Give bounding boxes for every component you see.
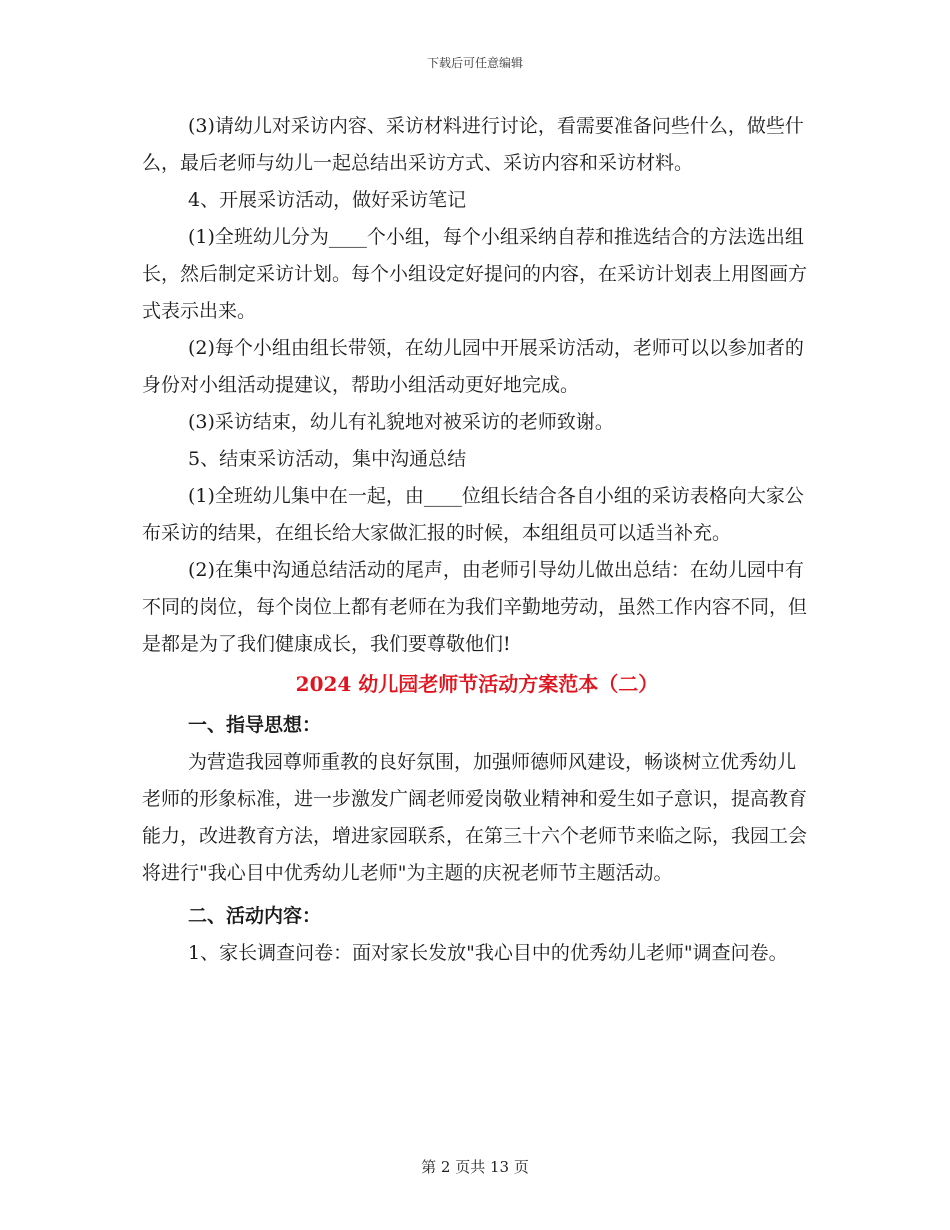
paragraph: (3)采访结束，幼儿有礼貌地对被采访的老师致谢。 [188, 411, 614, 433]
paragraph: (2)在集中沟通总结活动的尾声，由老师引导幼儿做出总结：在幼儿园中有不同的岗位，每个岗位上都有老师在为我们辛勤地劳动，虽然工作内容不同，但是都是为了我们健康成长，我们要尊敬他们! [142, 559, 808, 655]
section-heading: 二、活动内容： [188, 905, 322, 927]
paragraph: (2)每个小组由组长带领，在幼儿园中开展采访活动，老师可以以参加者的身份对小组活动提建议，帮助小组活动更好地完成。 [142, 337, 804, 396]
paragraph: (1)全班幼儿分为____个小组，每个小组采纳自荐和推选结合的方法选出组长，然后制定采访计划。每个小组设定好提问的内容，在采访计划表上用图画方式表示出来。 [142, 226, 808, 322]
step-heading: 5、结束采访活动，集中沟通总结 [188, 448, 467, 470]
paragraph: 为营造我园尊师重教的良好氛围，加强师德师风建设，畅谈树立优秀幼儿老师的形象标准，进一步激发广阔老师爱岗敬业精神和爱生如子意识，提高教育能力，改进教育方法，增进家园联系，在第三十六个老师节来临之际，我园工会将进行"我心目中优秀幼儿老师"为主题的庆祝老师节主题活动。 [142, 751, 808, 884]
paragraph: (3)请幼儿对采访内容、采访材料进行讨论，看需要准备问些什么，做些什么，最后老师与幼儿一起总结出采访方式、采访内容和采访材料。 [142, 115, 804, 174]
paragraph: (1)全班幼儿集中在一起，由____位组长结合各自小组的采访表格向大家公布采访的结果，在组长给大家做汇报的时候，本组组员可以适当补充。 [142, 485, 804, 544]
page-header: 下载后可任意编辑 [426, 56, 523, 70]
section-title: 2024 幼儿园老师节活动方案范本（二） [295, 672, 659, 696]
page-footer: 第 2 页共 13 页 [421, 1158, 529, 1176]
paragraph: 1、家长调查问卷：面对家长发放"我心目中的优秀幼儿老师"调查问卷。 [188, 942, 788, 964]
section-heading: 一、指导思想： [188, 714, 322, 736]
document-body [142, 108, 812, 972]
step-heading: 4、开展采访活动，做好采访笔记 [188, 189, 467, 211]
